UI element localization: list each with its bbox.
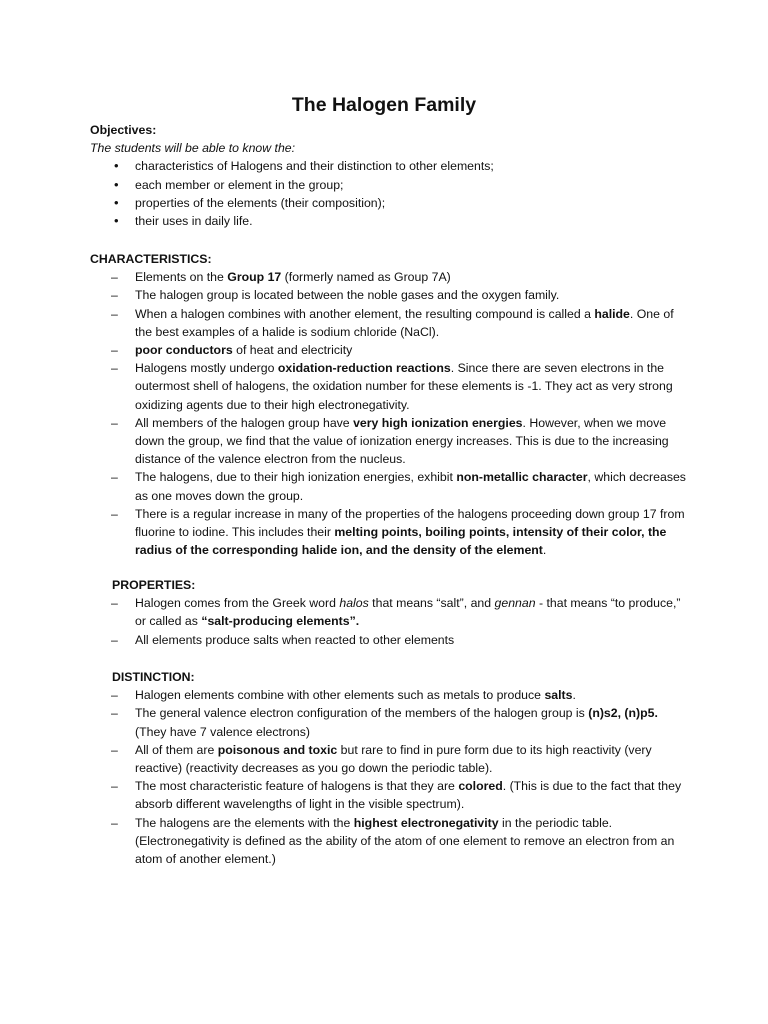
distinction-item: – The halogens are the elements with the highest electronegativity in the periodic table. (Electronegativity is defined as the ability of the atom of one element to remove an electron from an atom of another element.) [90,814,690,869]
objectives-intro: The students will be able to know the: [90,141,296,156]
characteristic-item: – The halogen group is located between the noble gases and the oxygen family. [90,286,690,304]
distinction-item: – Halogen elements combine with other elements such as metals to produce salts. [90,686,690,704]
properties-list [90,594,690,649]
characteristics-list [90,268,690,559]
objectives-list [90,157,690,230]
characteristic-item: – There is a regular increase in many of the properties of the halogens proceeding down group 17 from fluorine to iodine. This includes their melting points, boiling points, intensity of their color, the radius of the corresponding halide ion, and the density of the element. [90,505,690,560]
property-item: – All elements produce salts when reacted to other elements [90,631,690,649]
characteristic-item: – All members of the halogen group have very high ionization energies. However, when we move down the group, we find that the value of ionization energy increases. This is due to the increasing distance of the valence electron from the nucleus. [90,414,690,469]
page-title: The Halogen Family [291,94,477,116]
distinction-heading: DISTINCTION: [112,670,195,684]
characteristics-section [90,250,690,559]
property-item: – Halogen comes from the Greek word halos that means “salt”, and gennan - that means “to produce,” or called as “salt-producing elements”. [90,594,690,630]
distinction-section [90,668,690,868]
properties-section [90,576,690,649]
objective-item: • each member or element in the group; [90,176,690,194]
objective-item: • properties of the elements (their composition); [90,194,690,212]
properties-heading: PROPERTIES: [112,578,196,592]
objective-item: • characteristics of Halogens and their distinction to other elements; [90,157,690,175]
distinction-item: – The most characteristic feature of halogens is that they are colored. (This is due to the fact that they absorb different wavelengths of light in the visible spectrum). [90,777,690,813]
objective-item: • their uses in daily life. [90,212,690,230]
characteristic-item: – Elements on the Group 17 (formerly named as Group 7A) [90,268,690,286]
characteristic-item: – The halogens, due to their high ionization energies, exhibit non-metallic character, which decreases as one moves down the group. [90,468,690,504]
characteristic-item: – When a halogen combines with another element, the resulting compound is called a halide. One of the best examples of a halide is sodium chloride (NaCl). [90,305,690,341]
distinction-list [90,686,690,868]
characteristics-heading: CHARACTERISTICS: [90,252,212,266]
distinction-item: – All of them are poisonous and toxic but rare to find in pure form due to its high reactivity (very reactive) (reactivity decreases as you go down the periodic table). [90,741,690,777]
characteristic-item: – Halogens mostly undergo oxidation-reduction reactions. Since there are seven electrons in the outermost shell of halogens, the oxidation number for these elements is -1. They act as very strong oxidizing agents due to their high electronegativity. [90,359,690,414]
characteristic-item: – poor conductors of heat and electricity [90,341,690,359]
objectives-heading: Objectives: [90,123,157,137]
objectives-section [90,121,690,230]
distinction-item: – The general valence electron configuration of the members of the halogen group is (n)s2, (n)p5. (They have 7 valence electrons) [90,704,690,740]
